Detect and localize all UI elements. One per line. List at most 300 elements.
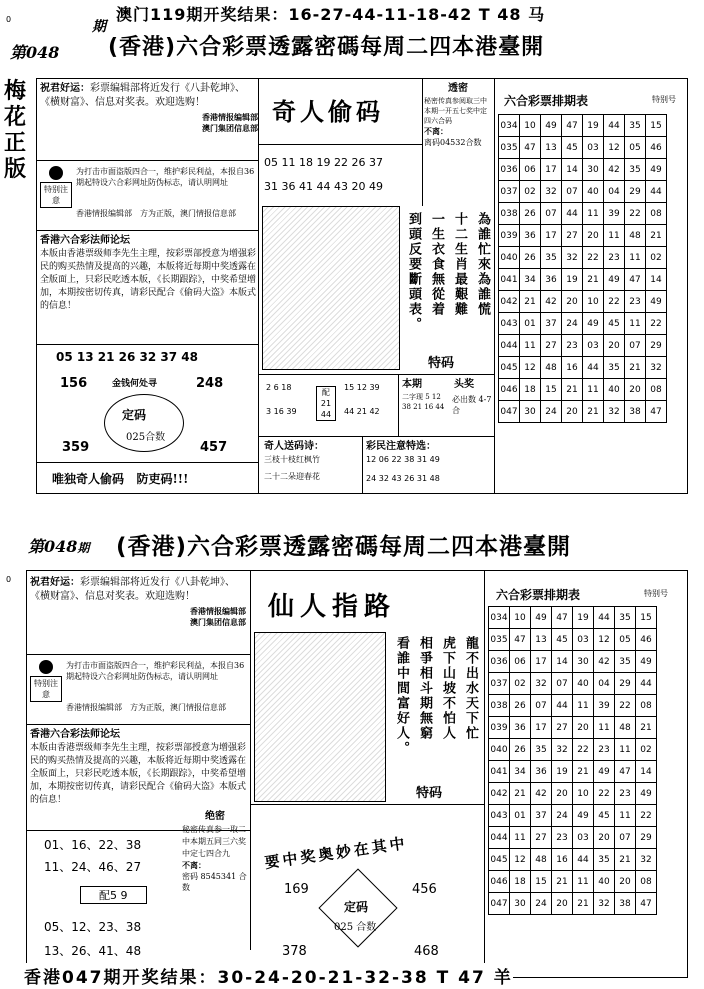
schedule-issue-cell: 034 (499, 115, 520, 137)
side-title: 梅花正版 (4, 78, 27, 182)
combo-left-2: 3 16 39 (266, 407, 297, 416)
schedule-row (499, 379, 667, 401)
schedule-row (489, 739, 657, 761)
ring-sub: 025 合数 (334, 922, 377, 933)
schedule-number-cell: 49 (573, 805, 594, 827)
schedule-number-cell: 19 (583, 115, 604, 137)
sage-illustration (254, 632, 386, 802)
schedule-number-cell: 26 (510, 695, 531, 717)
schedule-number-cell: 35 (625, 115, 646, 137)
schedule-number-cell: 04 (604, 181, 625, 203)
schedule-number-cell: 11 (583, 379, 604, 401)
schedule-number-cell: 08 (636, 695, 657, 717)
schedule-number-cell: 05 (625, 137, 646, 159)
schedule-number-cell: 17 (541, 225, 562, 247)
schedule-number-cell: 49 (583, 313, 604, 335)
schedule-number-cell: 18 (520, 379, 541, 401)
schedule-number-cell: 20 (573, 717, 594, 739)
schedule-number-cell: 49 (531, 607, 552, 629)
schedule-row (489, 651, 657, 673)
schedule-number-cell: 21 (510, 783, 531, 805)
schedule-number-cell: 35 (615, 651, 636, 673)
schedule-number-cell: 45 (552, 629, 573, 651)
greeting-block: 祝君好运：彩票编辑部将近发行《八卦乾坤》、《横财富》、信息对奖表。欢迎选购！ 香港情报编辑部 澳门集团信息部 (40, 83, 258, 133)
schedule-number-cell: 42 (594, 651, 615, 673)
schedule-issue-cell: 038 (499, 203, 520, 225)
schedule-number-cell: 21 (520, 291, 541, 313)
schedule-number-cell: 17 (541, 159, 562, 181)
schedule-number-cell: 22 (615, 695, 636, 717)
schedule-number-cell: 07 (552, 673, 573, 695)
divider (258, 374, 494, 375)
schedule-number-cell: 22 (594, 783, 615, 805)
schedule-number-cell: 38 (625, 401, 646, 423)
schedule-row (499, 225, 667, 247)
divider (494, 78, 495, 494)
schedule-issue-cell: 035 (489, 629, 510, 651)
schedule-row (489, 673, 657, 695)
schedule-issue-cell: 047 (499, 401, 520, 423)
schedule-number-cell: 11 (615, 805, 636, 827)
schedule-number-cell: 20 (552, 893, 573, 915)
schedule-number-cell: 23 (625, 291, 646, 313)
divider (250, 570, 251, 950)
schedule-number-cell: 32 (594, 893, 615, 915)
schedule-row (489, 849, 657, 871)
schedule-number-cell: 24 (531, 893, 552, 915)
fixed-code-ring (104, 394, 184, 452)
divider (422, 78, 423, 206)
schedule-number-cell: 07 (615, 827, 636, 849)
schedule-issue-cell: 037 (499, 181, 520, 203)
divider (36, 230, 258, 231)
schedule-issue-cell: 045 (499, 357, 520, 379)
ring-arc-text: 金钱何处寻 (112, 379, 158, 389)
schedule-number-cell: 44 (636, 673, 657, 695)
schedule-number-cell: 47 (552, 607, 573, 629)
schedule-number-cell: 20 (552, 783, 573, 805)
poem: 龍不出水天下忙 虎下山坡不怕人 相爭相斗期無窮 看誰中間富好人。 (394, 636, 478, 756)
schedule-number-cell: 11 (583, 203, 604, 225)
macau-result-header: 澳门119期开奖结果：16-27-44-11-18-42 T 48 马 (116, 5, 546, 24)
special-code-label: 特码 (416, 786, 443, 801)
schedule-number-cell: 22 (573, 739, 594, 761)
schedule-number-cell: 29 (625, 181, 646, 203)
corner-zero: 0 (6, 15, 12, 24)
schedule-row (499, 291, 667, 313)
schedule-number-cell: 23 (594, 739, 615, 761)
schedule-number-cell: 24 (552, 805, 573, 827)
schedule-number-cell: 07 (625, 335, 646, 357)
schedule-number-cell: 47 (615, 761, 636, 783)
schedule-number-cell: 32 (604, 401, 625, 423)
schedule-number-cell: 14 (646, 269, 667, 291)
page-title: (香港)六合彩票透露密碼每周二四本港臺開 (108, 35, 545, 60)
schedule-issue-cell: 040 (499, 247, 520, 269)
schedule-number-cell: 26 (520, 247, 541, 269)
schedule-number-cell: 49 (636, 651, 657, 673)
divider (258, 436, 494, 437)
schedule-row (499, 203, 667, 225)
schedule-issue-cell: 036 (499, 159, 520, 181)
schedule-number-cell: 23 (615, 783, 636, 805)
schedule-number-cell: 36 (520, 225, 541, 247)
number-row-3: 05、12、23、38 (44, 920, 142, 934)
schedule-row (499, 137, 667, 159)
schedule-number-cell: 21 (636, 717, 657, 739)
schedule-row (489, 761, 657, 783)
schedule-number-cell: 39 (594, 695, 615, 717)
schedule-number-cell: 22 (636, 805, 657, 827)
schedule-number-cell: 47 (562, 115, 583, 137)
schedule-row (489, 893, 657, 915)
schedule-row (489, 695, 657, 717)
ring-number-br: 457 (200, 440, 228, 455)
schedule-number-cell: 11 (573, 871, 594, 893)
schedule-number-cell: 11 (615, 739, 636, 761)
schedule-number-cell: 21 (583, 401, 604, 423)
arc-slogan: 要中奖奥妙在其中 (263, 834, 409, 872)
schedule-number-cell: 36 (510, 717, 531, 739)
schedule-number-cell: 21 (583, 269, 604, 291)
schedule-number-cell: 30 (510, 893, 531, 915)
schedule-number-cell: 42 (531, 783, 552, 805)
issue-nums: 二字现 5 12 38 21 16 44 (402, 393, 445, 411)
schedule-issue-cell: 043 (489, 805, 510, 827)
schedule-number-cell: 03 (583, 137, 604, 159)
forum-block: 香港六合彩法师论坛 本版由香港票级师李先生主理，按彩票部授意为增强彩民的购买热情及提高的兴趣，本版将近每期中奖透露在全版面上，只彩民吃透本版，《长期跟踪》，中奖希望增加，本期按密切传真，请彩民配合《偷码大盗》本版式的信息！ (40, 235, 257, 311)
schedule-issue-cell: 047 (489, 893, 510, 915)
schedule-number-cell: 17 (531, 651, 552, 673)
schedule-number-cell: 44 (552, 695, 573, 717)
notice-signatures: 香港情报编辑部 方为正版，澳门情报信息部 (66, 703, 226, 712)
schedule-number-cell: 49 (594, 761, 615, 783)
schedule-number-cell: 15 (636, 607, 657, 629)
schedule-number-cell: 29 (615, 673, 636, 695)
schedule-number-cell: 45 (562, 137, 583, 159)
schedule-tag: 特别号 (644, 589, 668, 598)
schedule-number-cell: 12 (594, 629, 615, 651)
schedule-number-cell: 44 (594, 607, 615, 629)
ring-number-br: 468 (414, 944, 439, 959)
schedule-number-cell: 10 (583, 291, 604, 313)
schedule-number-cell: 49 (541, 115, 562, 137)
notice-badge: 特别注意 (40, 166, 72, 208)
schedule-number-cell: 21 (615, 849, 636, 871)
schedule-number-cell: 02 (510, 673, 531, 695)
issue-suffix: 期 (92, 19, 106, 35)
schedule-number-cell: 20 (594, 827, 615, 849)
schedule-number-cell: 32 (646, 357, 667, 379)
schedule-row (499, 401, 667, 423)
schedule-number-cell: 12 (604, 137, 625, 159)
combo-right-2: 44 21 42 (344, 407, 380, 416)
schedule-number-cell: 35 (615, 607, 636, 629)
head-prize-label: 头奖 (454, 379, 474, 390)
greeting-block: 祝君好运：彩票编辑部将近发行《八卦乾坤》、《横财富》、信息对奖表。欢迎选购！ 香港情报编辑部 澳门集团信息部 (30, 577, 246, 627)
schedule-number-cell: 32 (552, 739, 573, 761)
schedule-number-cell: 38 (615, 893, 636, 915)
schedule-row (489, 717, 657, 739)
schedule-number-cell: 21 (646, 225, 667, 247)
schedule-number-cell: 04 (594, 673, 615, 695)
schedule-number-cell: 08 (636, 871, 657, 893)
schedule-number-cell: 18 (510, 871, 531, 893)
lottery-select-block: 彩民注意特选： 12 06 22 38 31 49 24 32 43 26 31 48 (366, 441, 440, 483)
bottom-slogan: 唯独奇人偷码 防吏码!!! (52, 472, 189, 486)
schedule-row (489, 871, 657, 893)
schedule-number-cell: 06 (510, 651, 531, 673)
schedule-number-cell: 20 (562, 401, 583, 423)
schedule-number-cell: 08 (646, 203, 667, 225)
schedule-number-cell: 15 (646, 115, 667, 137)
number-row: 05 13 21 26 32 37 48 (56, 350, 198, 364)
schedule-title: 六合彩票排期表 (496, 588, 581, 602)
schedule-number-cell: 45 (604, 313, 625, 335)
bomb-icon (49, 166, 63, 180)
schedule-issue-cell: 037 (489, 673, 510, 695)
schedule-number-cell: 21 (573, 761, 594, 783)
schedule-number-cell: 07 (562, 181, 583, 203)
schedule-number-cell: 17 (531, 717, 552, 739)
mid-numbers-1: 05 11 18 19 22 26 37 (264, 156, 383, 169)
schedule-number-cell: 48 (625, 225, 646, 247)
combo-match: 配 21 44 (316, 386, 336, 421)
schedule-number-cell: 37 (531, 805, 552, 827)
notice-signatures: 香港情报编辑部 方为正版，澳门情报信息部 (76, 209, 236, 218)
ring-number-tr: 456 (412, 882, 437, 897)
schedule-issue-cell: 035 (499, 137, 520, 159)
hk-result-footer: 香港047期开奖结果：30-24-20-21-32-38 T 47 羊 (24, 963, 513, 988)
divider (36, 160, 258, 161)
schedule-row (489, 629, 657, 651)
schedule-number-cell: 49 (604, 269, 625, 291)
ring-number-tl: 169 (284, 882, 309, 897)
schedule-number-cell: 21 (573, 893, 594, 915)
schedule-number-cell: 36 (541, 269, 562, 291)
schedule-number-cell: 22 (604, 291, 625, 313)
ring-label: 定码 (344, 900, 369, 914)
divider (36, 462, 258, 463)
schedule-issue-cell: 042 (499, 291, 520, 313)
mid-title: 奇人偷码 (272, 97, 384, 126)
schedule-number-cell: 48 (531, 849, 552, 871)
schedule-number-cell: 49 (646, 159, 667, 181)
schedule-number-cell: 20 (625, 379, 646, 401)
schedule-number-cell: 44 (583, 357, 604, 379)
schedule-number-cell: 21 (552, 871, 573, 893)
schedule-row (499, 269, 667, 291)
schedule-number-cell: 35 (594, 849, 615, 871)
schedule-number-cell: 44 (573, 849, 594, 871)
schedule-number-cell: 03 (573, 827, 594, 849)
schedule-number-cell: 23 (604, 247, 625, 269)
schedule-row (489, 827, 657, 849)
forum-block: 香港六合彩法师论坛 本版由香港票级师李先生主理，按彩票部授意为增强彩民的购买热情及提高的兴趣，本版将近每期中奖透露在全版面上，只彩民吃透本版，《长期跟踪》，中奖希望增加，本期按密切传真，请彩民配合《偷码大盗》本版式的信息！ (30, 729, 247, 805)
bomb-icon (39, 660, 53, 674)
schedule-number-cell: 44 (604, 115, 625, 137)
schedule-number-cell: 20 (562, 291, 583, 313)
schedule-number-cell: 20 (615, 871, 636, 893)
schedule-number-cell: 13 (541, 137, 562, 159)
schedule-number-cell: 30 (573, 651, 594, 673)
schedule-number-cell: 26 (510, 739, 531, 761)
ring-number-tr: 248 (196, 376, 224, 391)
schedule-number-cell: 44 (646, 181, 667, 203)
issue-label: 第048 (10, 43, 60, 62)
schedule-number-cell: 27 (541, 335, 562, 357)
schedule-issue-cell: 044 (489, 827, 510, 849)
issue-nums-label: 本期 (402, 379, 422, 390)
schedule-number-cell: 47 (510, 629, 531, 651)
schedule-number-cell: 47 (646, 401, 667, 423)
schedule-issue-cell: 041 (499, 269, 520, 291)
schedule-number-cell: 07 (531, 695, 552, 717)
schedule-row (499, 313, 667, 335)
schedule-number-cell: 29 (646, 335, 667, 357)
ring-label: 定码 (122, 408, 147, 422)
number-row-1: 01、16、22、38 (44, 838, 142, 852)
schedule-number-cell: 12 (520, 357, 541, 379)
schedule-number-cell: 11 (594, 717, 615, 739)
divider (362, 436, 363, 494)
schedule-issue-cell: 036 (489, 651, 510, 673)
schedule-issue-cell: 045 (489, 849, 510, 871)
divider (258, 144, 422, 145)
schedule-issue-cell: 043 (499, 313, 520, 335)
combo-right-1: 15 12 39 (344, 383, 380, 392)
schedule-issue-cell: 038 (489, 695, 510, 717)
schedule-number-cell: 27 (552, 717, 573, 739)
schedule-number-cell: 02 (646, 247, 667, 269)
schedule-number-cell: 22 (583, 247, 604, 269)
divider (258, 78, 259, 494)
schedule-number-cell: 06 (520, 159, 541, 181)
divider (398, 374, 399, 436)
schedule-number-cell: 02 (636, 739, 657, 761)
combo-left-1: 2 6 18 (266, 383, 292, 392)
schedule-row (499, 115, 667, 137)
schedule-number-cell: 42 (541, 291, 562, 313)
corner-zero: 0 (6, 575, 12, 584)
schedule-number-cell: 02 (520, 181, 541, 203)
schedule-issue-cell: 046 (489, 871, 510, 893)
schedule-number-cell: 11 (520, 335, 541, 357)
notice-text: 为打击市面盗版四合一，维护彩民利益，本报自36期起特设六合彩网址防伪标志，请认明网址 (76, 167, 255, 187)
schedule-number-cell: 12 (510, 849, 531, 871)
schedule-row (499, 159, 667, 181)
schedule-row (489, 607, 657, 629)
schedule-number-cell: 40 (573, 673, 594, 695)
schedule-number-cell: 35 (604, 357, 625, 379)
match-box: 配5 9 (80, 886, 147, 904)
schedule-issue-cell: 039 (499, 225, 520, 247)
schedule-number-cell: 15 (531, 871, 552, 893)
issue-label: 第048期 (28, 537, 90, 556)
ring-number-tl: 156 (60, 376, 88, 391)
schedule-issue-cell: 034 (489, 607, 510, 629)
schedule-number-cell: 14 (562, 159, 583, 181)
schedule-number-cell: 21 (562, 379, 583, 401)
schedule-title: 六合彩票排期表 (504, 94, 589, 108)
schedule-number-cell: 39 (604, 203, 625, 225)
schedule-number-cell: 19 (552, 761, 573, 783)
divider (484, 570, 485, 978)
schedule-number-cell: 14 (552, 651, 573, 673)
divider (26, 724, 250, 725)
schedule-issue-cell: 042 (489, 783, 510, 805)
schedule-number-cell: 24 (541, 401, 562, 423)
schedule-number-cell: 11 (573, 695, 594, 717)
schedule-number-cell: 35 (541, 247, 562, 269)
schedule-number-cell: 22 (625, 203, 646, 225)
schedule-number-cell: 05 (615, 629, 636, 651)
schedule-number-cell: 15 (541, 379, 562, 401)
schedule-number-cell: 45 (594, 805, 615, 827)
schedule-number-cell: 13 (531, 629, 552, 651)
schedule-number-cell: 24 (562, 313, 583, 335)
mid-title: 仙人指路 (268, 592, 397, 622)
schedule-number-cell: 47 (636, 893, 657, 915)
schedule-number-cell: 10 (510, 607, 531, 629)
schedule-number-cell: 36 (531, 761, 552, 783)
schedule-number-cell: 32 (636, 849, 657, 871)
schedule-number-cell: 22 (646, 313, 667, 335)
schedule-number-cell: 44 (562, 203, 583, 225)
schedule-number-cell: 32 (562, 247, 583, 269)
schedule-number-cell: 23 (562, 335, 583, 357)
schedule-number-cell: 03 (573, 629, 594, 651)
schedule-number-cell: 08 (646, 379, 667, 401)
schedule-number-cell: 35 (531, 739, 552, 761)
schedule-number-cell: 37 (541, 313, 562, 335)
schedule-number-cell: 20 (604, 335, 625, 357)
notice-text: 为打击市面盗版四合一，维护彩民利益，本报自36期起特设六合彩网址防伪标志，请认明网址 (66, 661, 245, 681)
schedule-row (489, 783, 657, 805)
mid-numbers-2: 31 36 41 44 43 20 49 (264, 180, 383, 193)
schedule-number-cell: 46 (636, 629, 657, 651)
schedule-issue-cell: 046 (499, 379, 520, 401)
divider (36, 344, 258, 345)
schedule-number-cell: 34 (520, 269, 541, 291)
poem-send-block: 奇人送码诗： 三枝十枝红枫竹 二十二朵迎春花 (264, 441, 324, 481)
schedule-number-cell: 27 (562, 225, 583, 247)
schedule-number-cell: 35 (625, 159, 646, 181)
schedule-number-cell: 34 (510, 761, 531, 783)
ring-sub: 025合数 (126, 432, 166, 443)
page-title: (香港)六合彩票透露密碼每周二四本港臺開 (116, 534, 572, 560)
schedule-number-cell: 14 (636, 761, 657, 783)
schedule-number-cell: 16 (552, 849, 573, 871)
schedule-number-cell: 10 (573, 783, 594, 805)
notice-badge: 特别注意 (30, 660, 62, 702)
schedule-number-cell: 11 (625, 247, 646, 269)
schedule-number-cell: 11 (510, 827, 531, 849)
scholar-illustration (262, 206, 400, 370)
schedule-tag: 特别号 (652, 95, 676, 104)
ring-number-bl: 378 (282, 944, 307, 959)
schedule-number-cell: 03 (583, 335, 604, 357)
schedule-table-bottom (488, 606, 657, 915)
poem: 為誰忙來為誰慌 十二生肖最艱難 一生衣食無從着 到頭反要斷頭表。 (406, 212, 490, 332)
schedule-number-cell: 01 (510, 805, 531, 827)
schedule-number-cell: 48 (541, 357, 562, 379)
schedule-number-cell: 48 (615, 717, 636, 739)
schedule-number-cell: 47 (520, 137, 541, 159)
schedule-row (499, 357, 667, 379)
schedule-number-cell: 11 (625, 313, 646, 335)
schedule-number-cell: 30 (520, 401, 541, 423)
